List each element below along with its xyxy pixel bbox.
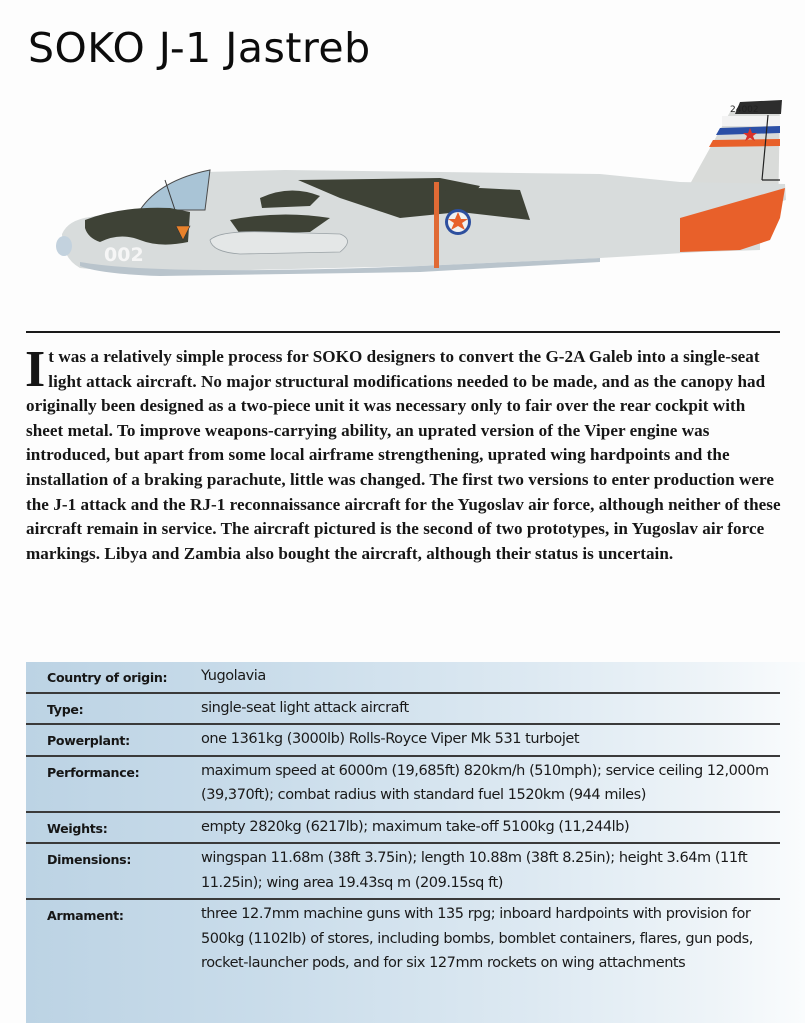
- specifications-table: [26, 662, 805, 1023]
- drop-cap: I: [25, 341, 46, 398]
- spec-label: Country of origin:: [47, 670, 168, 685]
- nose-number: 002: [104, 244, 144, 266]
- spec-label: Armament:: [47, 908, 124, 923]
- spec-row-dimensions: [26, 844, 780, 900]
- spec-value: one 1361kg (3000lb) Rolls-Royce Viper Mk 531 turbojet: [201, 731, 580, 747]
- spec-label: Performance:: [47, 764, 140, 780]
- page-title: SOKO J-1 Jastreb: [28, 24, 371, 72]
- spec-value: three 12.7mm machine guns with 135 rpg; inboard hardpoints with provision for 500kg (1102lb) of stores, including bombs, bomblet containers, flares, gun pods, rocket-launcher pods, and for six 127mm rockets on wing attachments: [201, 906, 753, 971]
- tip-tank: [210, 232, 348, 254]
- canopy: [140, 170, 210, 210]
- spec-label: Dimensions:: [47, 852, 132, 867]
- spec-label: Powerplant:: [47, 733, 130, 748]
- spec-row-country: [26, 662, 780, 694]
- spec-row-performance: [26, 757, 780, 813]
- fuselage-band: [434, 182, 439, 268]
- spec-value: Yugolavia: [201, 668, 266, 684]
- spec-row-type: [26, 694, 780, 726]
- camo-patch-nose: [85, 208, 190, 245]
- spec-row-armament: [26, 900, 780, 979]
- spec-value: wingspan 11.68m (38ft 3.75in); length 10.88m (38ft 8.25in); height 3.64m (11ft 11.25in); wing area 19.43sq m (209.15sq ft): [201, 850, 748, 891]
- section-divider: [26, 331, 780, 333]
- spec-row-weights: [26, 813, 780, 845]
- spec-value: single-seat light attack aircraft: [201, 699, 409, 716]
- fin-flag-white: [722, 116, 780, 126]
- roundel: [445, 209, 471, 235]
- spec-value: empty 2820kg (6217lb); maximum take-off 5100kg (11,244lb): [201, 818, 630, 835]
- fin-flag-red: [709, 139, 780, 147]
- spec-label: Weights:: [47, 820, 108, 836]
- spec-label: Type:: [47, 701, 84, 717]
- tail-serial: 24002: [730, 105, 759, 115]
- article-body: [25, 341, 782, 566]
- aircraft-illustration: [40, 100, 805, 305]
- spec-value: maximum speed at 6000m (19,685ft) 820km/h (510mph); service ceiling 12,000m (39,370ft); combat radius with standard fuel 1520km (944 miles): [201, 762, 769, 803]
- article-text: t was a relatively simple process for SOKO designers to convert the G-2A Galeb into a single-seat light attack aircraft. No major structural modifications needed to be made, and as the canopy had originally been designed as a two-piece unit it was necessary only to fair over the rear cockpit with sheet metal. To improve weapons-carrying ability, an uprated version of the Viper engine was introduced, but apart from some local airframe strengthening, uprated wing hardpoints and the installation of a braking parachute, little was changed. The first two versions to enter production were the J-1 attack and the RJ-1 reconnaissance aircraft for the Yugoslav air force, although neither of these aircraft remain in service. The aircraft pictured is the second of two prototypes, in Yugoslav air force markings. Libya and Zambia also bought the aircraft, although their status is uncertain.: [26, 347, 781, 563]
- spec-row-powerplant: [26, 725, 780, 757]
